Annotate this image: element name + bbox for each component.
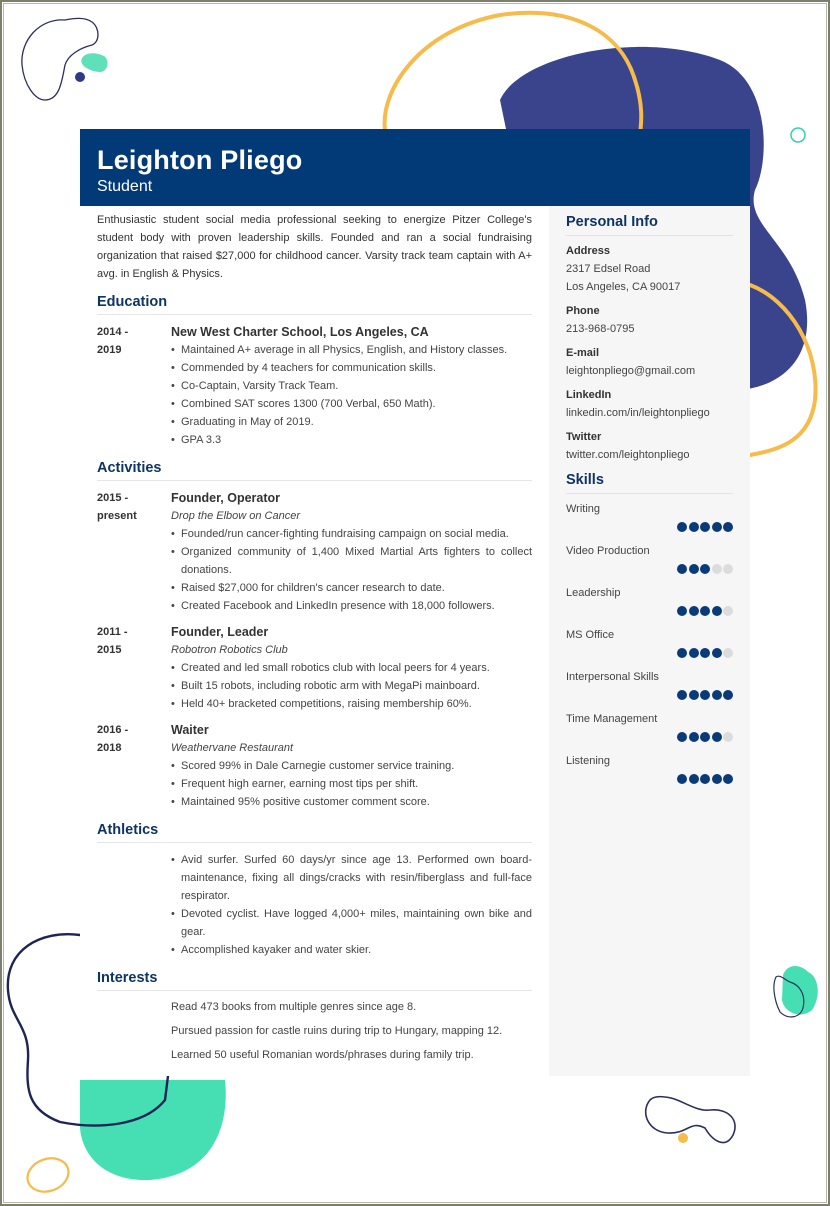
entry-organization: Robotron Robotics Club: [171, 644, 288, 656]
education-heading: Education: [97, 292, 532, 315]
phone-value: 213-968-0795: [566, 323, 635, 335]
rating-dot-filled-icon: [689, 690, 699, 700]
rating-dot-filled-icon: [677, 606, 687, 616]
interest-item: Read 473 books from multiple genres since age 8.: [171, 1001, 417, 1013]
activities-heading: Activities: [97, 458, 532, 481]
personal-info-heading: Personal Info: [566, 212, 733, 236]
interests-list: [97, 995, 532, 1067]
rating-dot-filled-icon: [700, 690, 710, 700]
teal-blob-right-shape: [782, 966, 818, 1015]
teal-blob-small-shape: [81, 53, 107, 72]
entry-date: [97, 323, 171, 449]
skill-name: Listening: [566, 755, 611, 767]
bullet-item: • Avid surfer. Surfed 60 days/yr since age 13. Performed own board-maintenance, fixing all dings/cracks with resin/fiberglass and full-face respirator.: [171, 851, 532, 905]
skill-rating: [677, 606, 733, 616]
bullet-item: • Combined SAT scores 1300 (700 Verbal, 650 Math).: [171, 395, 532, 413]
entry-bullets: [171, 757, 532, 811]
activity-entry: [97, 623, 532, 713]
bullet-item: • Accomplished kayaker and water skier.: [171, 941, 532, 959]
skill-name: Video Production: [566, 545, 650, 557]
skill-rating: [677, 564, 733, 574]
activity-entry: [97, 721, 532, 811]
email-label: E-mail: [566, 347, 600, 359]
entry-title: Founder, Leader: [171, 625, 269, 639]
rating-dot-filled-icon: [689, 774, 699, 784]
rating-dot-filled-icon: [700, 606, 710, 616]
skill-item: [566, 542, 733, 578]
candidate-title: Student: [97, 178, 153, 195]
skill-item: [566, 584, 733, 620]
bullet-item: • Maintained 95% positive customer comment score.: [171, 793, 532, 811]
skill-item: [566, 752, 733, 788]
rating-dot-filled-icon: [700, 774, 710, 784]
summary-text: Enthusiastic student social media professional seeking to energize Pitzer College's student body with proven leadership skills. Founded and ran a social fundraising organization that raised $27,000 for childhood cancer. Varsity track team captain with A+ avg. in English & Physics.: [97, 214, 532, 280]
athletics-entry: [97, 851, 532, 959]
entry-date: [97, 623, 171, 713]
entry-organization: Drop the Elbow on Cancer: [171, 510, 301, 522]
teal-ring-shape: [791, 128, 805, 142]
address-label: Address: [566, 245, 611, 257]
bullet-item: • Devoted cyclist. Have logged 4,000+ miles, maintaining own bike and gear.: [171, 905, 532, 941]
bullet-item: • Commended by 4 teachers for communication skills.: [171, 359, 532, 377]
rating-dot-filled-icon: [723, 774, 733, 784]
skills-heading: Skills: [566, 470, 733, 494]
bullet-item: • Founded/run cancer-fighting fundraising campaign on social media.: [171, 525, 532, 543]
teal-blob-bottom-shape: [80, 1080, 226, 1180]
skill-name: Interpersonal Skills: [566, 671, 659, 683]
bullet-item: • Maintained A+ average in all Physics, English, and History classes.: [171, 341, 532, 359]
skill-name: Writing: [566, 503, 601, 515]
rating-dot-empty-icon: [723, 732, 733, 742]
date-end: 2019: [97, 344, 122, 356]
twitter-link[interactable]: twitter.com/leightonpliego: [566, 449, 690, 461]
skill-rating: [677, 732, 733, 742]
skill-rating: [677, 522, 733, 532]
bullet-item: • GPA 3.3: [171, 431, 532, 449]
phone-label: Phone: [566, 305, 600, 317]
email-link[interactable]: leightonpliego@gmail.com: [566, 365, 696, 377]
entry-title: Waiter: [171, 723, 209, 737]
skill-rating: [677, 648, 733, 658]
sidebar: [549, 206, 750, 1076]
rating-dot-filled-icon: [677, 732, 687, 742]
navy-dot-shape: [75, 72, 85, 82]
twitter-label: Twitter: [566, 431, 602, 443]
rating-dot-filled-icon: [700, 648, 710, 658]
rating-dot-filled-icon: [712, 648, 722, 658]
bullet-item: • Created Facebook and LinkedIn presence with 18,000 followers.: [171, 597, 532, 615]
rating-dot-filled-icon: [689, 564, 699, 574]
rating-dot-filled-icon: [712, 774, 722, 784]
rating-dot-filled-icon: [689, 522, 699, 532]
date-start: 2011 -: [97, 626, 128, 638]
resume-document: [80, 129, 750, 1076]
rating-dot-filled-icon: [677, 690, 687, 700]
skills-list: [566, 500, 733, 788]
interest-item: Learned 50 useful Romanian words/phrases during family trip.: [171, 1049, 474, 1061]
rating-dot-filled-icon: [677, 564, 687, 574]
entry-title: New West Charter School, Los Angeles, CA: [171, 325, 429, 339]
candidate-name: Leighton Pliego: [97, 145, 303, 175]
skill-item: [566, 710, 733, 746]
entry-organization: Weathervane Restaurant: [171, 742, 294, 754]
skill-name: Leadership: [566, 587, 621, 599]
entry-bullets: [171, 525, 532, 615]
entry-title: Founder, Operator: [171, 491, 281, 505]
rating-dot-filled-icon: [677, 774, 687, 784]
interests-heading: Interests: [97, 968, 532, 991]
date-start: 2015 -: [97, 492, 129, 504]
rating-dot-empty-icon: [723, 606, 733, 616]
bullet-item: • Created and led small robotics club with local peers for 4 years.: [171, 659, 532, 677]
bullet-item: • Scored 99% in Dale Carnegie customer service training.: [171, 757, 532, 775]
bullet-item: • Graduating in May of 2019.: [171, 413, 532, 431]
bullet-item: • Held 40+ bracketed competitions, raising membership 60%.: [171, 695, 532, 713]
rating-dot-filled-icon: [723, 690, 733, 700]
rating-dot-filled-icon: [712, 732, 722, 742]
linkedin-link[interactable]: linkedin.com/in/leightonpliego: [566, 407, 710, 419]
skill-item: [566, 500, 733, 536]
skill-item: [566, 626, 733, 662]
date-start: 2016 -: [97, 724, 129, 736]
skill-rating: [677, 774, 733, 784]
bullet-item: • Organized community of 1,400 Mixed Martial Arts fighters to collect donations.: [171, 543, 532, 579]
rating-dot-filled-icon: [677, 522, 687, 532]
yellow-ring-shape: [23, 1153, 73, 1197]
rating-dot-empty-icon: [723, 564, 733, 574]
rating-dot-filled-icon: [712, 690, 722, 700]
skill-name: MS Office: [566, 629, 615, 641]
interest-item: Pursued passion for castle ruins during trip to Hungary, mapping 12.: [171, 1025, 503, 1037]
athletics-bullets: [171, 851, 532, 959]
athletics-heading: Athletics: [97, 820, 532, 843]
activity-entry: [97, 489, 532, 615]
skill-name: Time Management: [566, 713, 658, 725]
date-start: 2014 -: [97, 326, 129, 338]
bullet-item: • Raised $27,000 for children's cancer research to date.: [171, 579, 532, 597]
rating-dot-filled-icon: [689, 606, 699, 616]
bullet-item: • Built 15 robots, including robotic arm with MegaPi mainboard.: [171, 677, 532, 695]
rating-dot-empty-icon: [723, 648, 733, 658]
rating-dot-filled-icon: [723, 522, 733, 532]
date-end: 2018: [97, 742, 122, 754]
entry-date: [97, 489, 171, 615]
navy-squiggle-right-shape: [646, 1097, 735, 1143]
rating-dot-filled-icon: [712, 522, 722, 532]
rating-dot-filled-icon: [700, 522, 710, 532]
rating-dot-filled-icon: [712, 606, 722, 616]
skill-rating: [677, 690, 733, 700]
rating-dot-empty-icon: [712, 564, 722, 574]
education-entry: [97, 323, 532, 449]
rating-dot-filled-icon: [689, 732, 699, 742]
entry-date: [97, 721, 171, 811]
date-end: present: [97, 510, 137, 522]
rating-dot-filled-icon: [700, 732, 710, 742]
date-end: 2015: [97, 644, 122, 656]
bullet-item: • Frequent high earner, earning most tips per shift.: [171, 775, 532, 793]
resume-header: [80, 129, 750, 206]
skill-item: [566, 668, 733, 704]
linkedin-label: LinkedIn: [566, 389, 612, 401]
address-line1: 2317 Edsel Road: [566, 263, 651, 275]
bullet-item: • Co-Captain, Varsity Track Team.: [171, 377, 532, 395]
main-column: [80, 206, 549, 1076]
rating-dot-filled-icon: [700, 564, 710, 574]
yellow-dot-shape: [678, 1133, 688, 1143]
entry-bullets: [171, 659, 532, 713]
address-line2: Los Angeles, CA 90017: [566, 281, 681, 293]
rating-dot-filled-icon: [677, 648, 687, 658]
entry-bullets: [171, 341, 532, 449]
rating-dot-filled-icon: [689, 648, 699, 658]
